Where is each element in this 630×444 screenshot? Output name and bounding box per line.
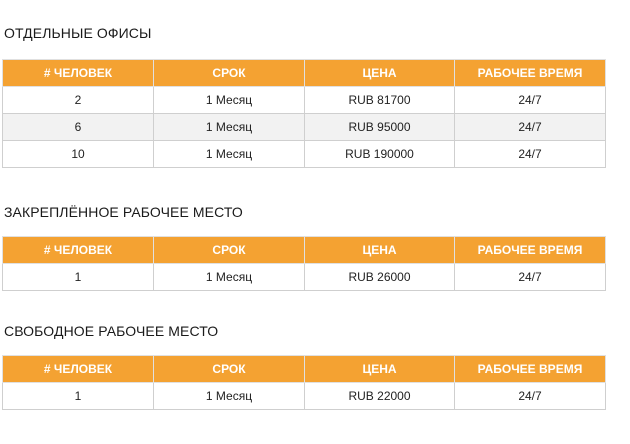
table-header-row	[3, 356, 606, 383]
cell-hours: 24/7	[455, 114, 606, 141]
column-header-hours: РАБОЧЕЕ ВРЕМЯ	[455, 356, 606, 383]
section-title: СВОБОДНОЕ РАБОЧЕЕ МЕСТО	[4, 323, 219, 339]
cell-price: RUB 26000	[305, 264, 455, 291]
column-header-term: СРОК	[154, 356, 305, 383]
table-header-row	[3, 237, 606, 264]
cell-hours: 24/7	[455, 383, 606, 410]
pricing-table	[2, 236, 606, 291]
table-row	[3, 141, 606, 168]
cell-hours: 24/7	[455, 141, 606, 168]
pricing-table	[2, 355, 606, 410]
section-title: ОТДЕЛЬНЫЕ ОФИСЫ	[4, 25, 152, 41]
cell-term: 1 Месяц	[154, 383, 305, 410]
cell-people: 1	[3, 383, 154, 410]
column-header-price: ЦЕНА	[305, 356, 455, 383]
cell-term: 1 Месяц	[154, 114, 305, 141]
table-row	[3, 87, 606, 114]
table-row	[3, 264, 606, 291]
cell-term: 1 Месяц	[154, 264, 305, 291]
cell-price: RUB 190000	[305, 141, 455, 168]
column-header-price: ЦЕНА	[305, 60, 455, 87]
cell-price: RUB 81700	[305, 87, 455, 114]
cell-people: 6	[3, 114, 154, 141]
cell-people: 10	[3, 141, 154, 168]
column-header-term: СРОК	[154, 60, 305, 87]
column-header-people: # ЧЕЛОВЕК	[3, 60, 154, 87]
cell-term: 1 Месяц	[154, 87, 305, 114]
pricing-table	[2, 59, 606, 168]
cell-people: 2	[3, 87, 154, 114]
cell-term: 1 Месяц	[154, 141, 305, 168]
column-header-hours: РАБОЧЕЕ ВРЕМЯ	[455, 60, 606, 87]
cell-people: 1	[3, 264, 154, 291]
table-row	[3, 114, 606, 141]
cell-hours: 24/7	[455, 87, 606, 114]
column-header-people: # ЧЕЛОВЕК	[3, 237, 154, 264]
column-header-price: ЦЕНА	[305, 237, 455, 264]
table-header-row	[3, 60, 606, 87]
column-header-people: # ЧЕЛОВЕК	[3, 356, 154, 383]
column-header-hours: РАБОЧЕЕ ВРЕМЯ	[455, 237, 606, 264]
section-title: ЗАКРЕПЛЁННОЕ РАБОЧЕЕ МЕСТО	[4, 204, 243, 220]
cell-price: RUB 95000	[305, 114, 455, 141]
cell-hours: 24/7	[455, 264, 606, 291]
table-row	[3, 383, 606, 410]
cell-price: RUB 22000	[305, 383, 455, 410]
column-header-term: СРОК	[154, 237, 305, 264]
